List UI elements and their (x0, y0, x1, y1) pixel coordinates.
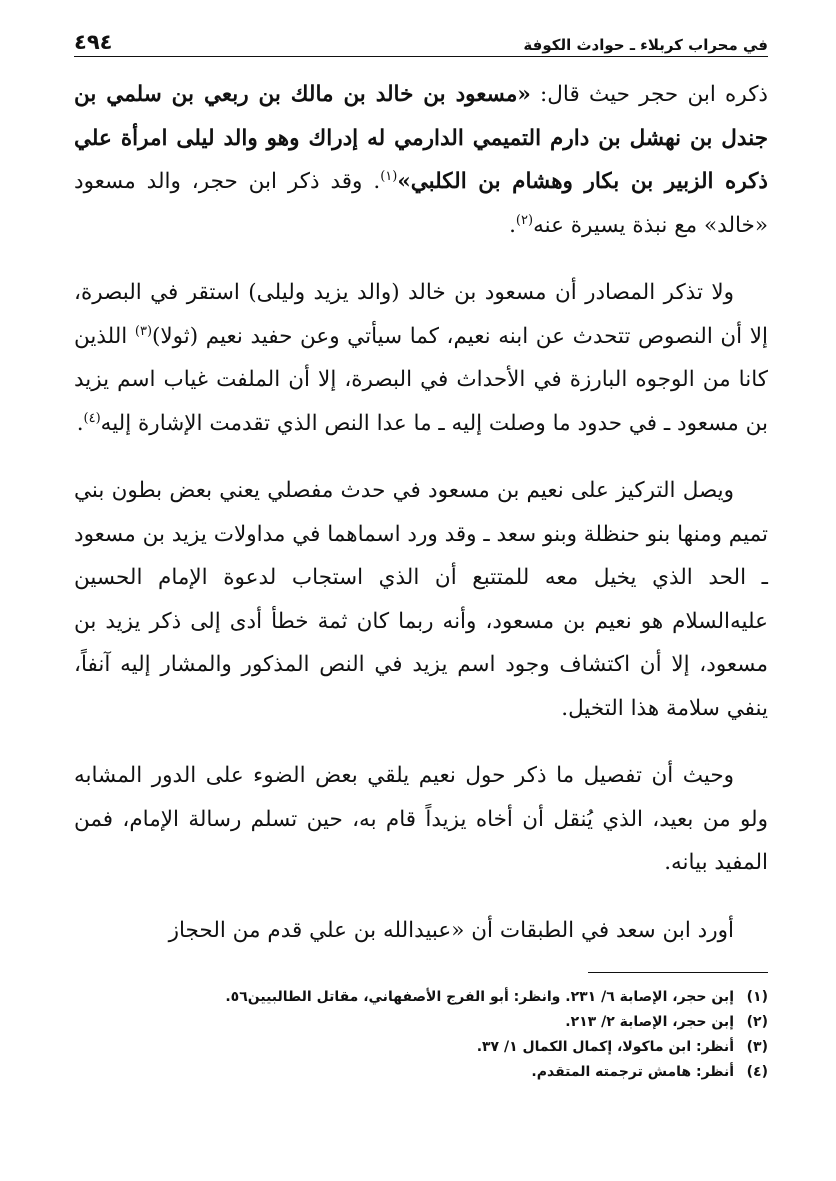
book-page (74, 24, 768, 1164)
footnote-divider (588, 972, 768, 973)
footnote-ref-2[interactable]: (٢) (515, 212, 534, 228)
footnote-item (74, 1010, 768, 1035)
p1-quote: «مسعود بن خالد بن مالك بن ربعي بن سلمي بن جندل بن نهشل بن دارم التميمي الدارمي له إدراك وهو والد ليلى امرأة علي ذكره الزبير بن بكار وهشام بن الكلبي» (74, 82, 768, 194)
footnote-number: (٤) (746, 1064, 768, 1080)
p1-intro: ذكره ابن حجر حيث قال: (530, 82, 768, 107)
p1-rest: . وقد ذكر ابن حجر، والد مسعود «خالد» مع نبذة يسيرة عنه (74, 169, 768, 238)
footnote-item (74, 1060, 768, 1085)
footnote-number: (٢) (746, 1014, 768, 1030)
footnote-ref-1[interactable]: (١) (380, 168, 398, 184)
footnote-text: أنظر: هامش ترجمته المتقدم. (531, 1064, 734, 1080)
footnote-text: إبن حجر، الإصابة ٢/ ٢١٣. (565, 1014, 734, 1030)
footnote-ref-3[interactable]: (٣) (134, 323, 153, 339)
footnote-number: (١) (746, 989, 768, 1005)
footnote-number: (٣) (746, 1039, 768, 1055)
running-head (74, 24, 768, 57)
footnote-text: إبن حجر، الإصابة ٦/ ٢٣١. وانظر: أبو الفرج الأصفهاني، مقاتل الطالبيين٥٦. (225, 989, 734, 1005)
paragraph-3: ويصل التركيز على نعيم بن مسعود في حدث مفصلي يعني بعض بطون بني تميم ومنها بنو حنظلة وبنو سعد ـ وقد ورد اسماهما في مداولات يزيد بن مسعود ـ الحد الذي يخيل معه للمتتبع أن الذي استجاب لدعوة الإمام الحسين عليه‌السلام هو نعيم بن مسعود، وأنه ربما كان ثمة خطأ أدى إلى ذكر يزيد بن مسعود، إلا أن اكتشاف وجود اسم يزيد في النص المذكور والمشار إليه آنفاً، ينفي سلامة هذا التخيل. (74, 478, 768, 721)
footnote-text: أنظر: ابن ماكولا، إكمال الكمال ١/ ٣٧. (476, 1039, 734, 1055)
footnote-ref-4[interactable]: (٤) (83, 410, 101, 426)
paragraph-5: أورد ابن سعد في الطبقات أن «عبيدالله بن علي قدم من الحجاز (168, 917, 734, 943)
footnote-item (74, 985, 768, 1010)
paragraph-4: وحيث أن تفصيل ما ذكر حول نعيم يلقي بعض الضوء على الدور المشابه ولو من بعيد، الذي يُنقل أن أخاه يزيداً قام به، حين تسلم رسالة الإمام، فمن المفيد بيانه. (74, 763, 768, 875)
p2-part1: ولا تذكر المصادر أن مسعود بن خالد (والد يزيد وليلى) استقر في البصرة، إلا أن النصوص تتحدث عن ابنه نعيم، كما سيأتي وعن حفيد نعيم (ثولا) (74, 280, 768, 349)
p2-end: . (76, 410, 84, 436)
page-number: ٤٩٤ (74, 30, 113, 54)
main-text (74, 73, 768, 952)
p1-end: . (509, 212, 516, 238)
running-title: في محراب كربلاء ـ حوادث الكوفة (523, 36, 768, 54)
paragraph-1 (74, 73, 768, 247)
paragraph-2 (74, 271, 768, 445)
footnotes (74, 985, 768, 1085)
footnote-item (74, 1035, 768, 1060)
p2-part2: اللذين كانا من الوجوه البارزة في الأحداث في البصرة، إلا أن الملفت غياب اسم يزيد بن مسعود ـ في حدود ما وصلت إليه ـ ما عدا النص الذي تقدمت الإشارة إليه (74, 323, 768, 436)
